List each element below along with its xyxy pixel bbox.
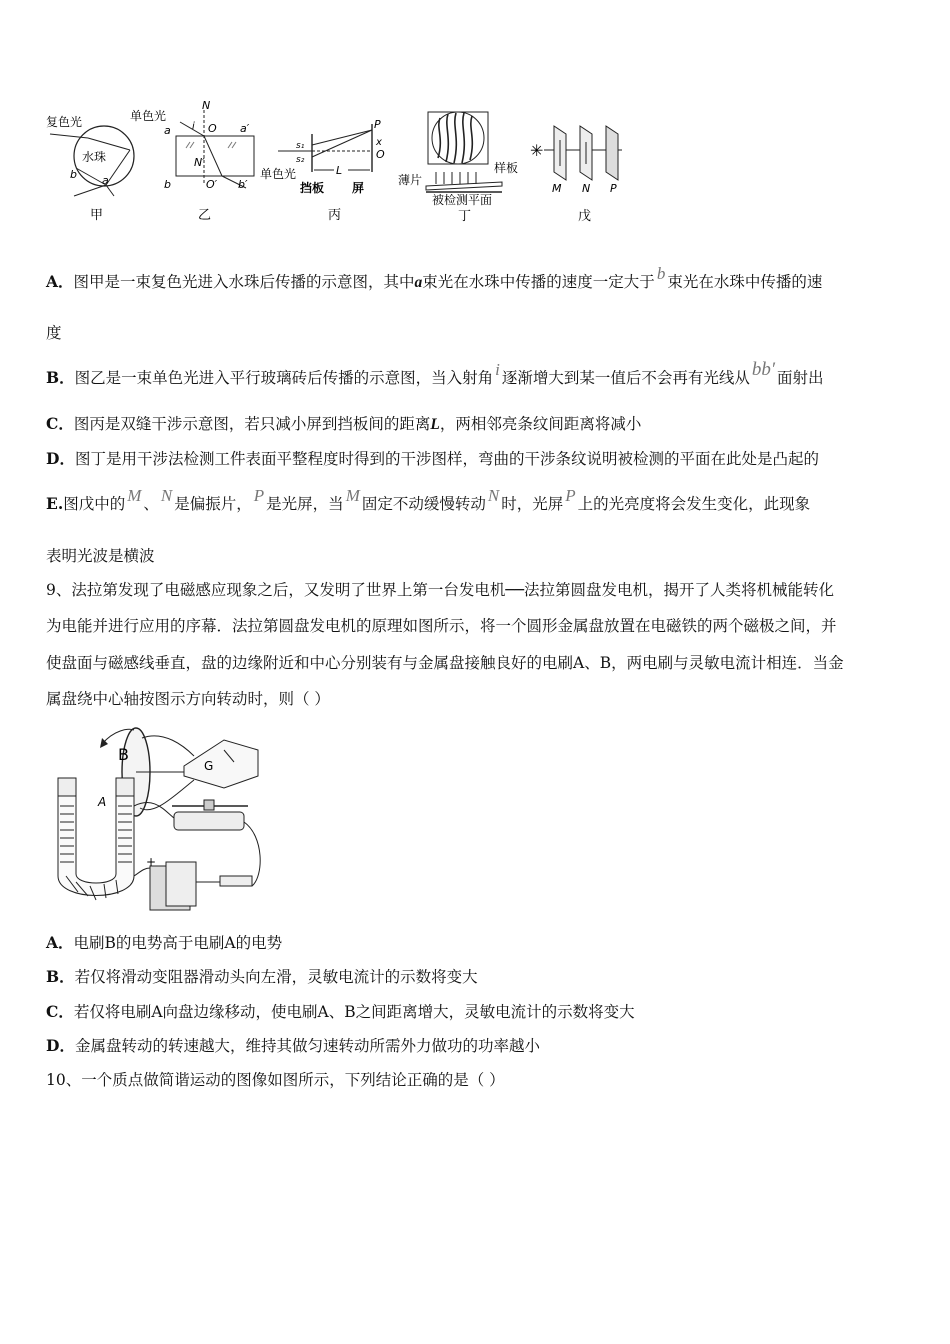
wu-M-label: M [552,182,562,195]
wu-caption: 戊 [578,209,592,224]
q8-c-label: C． [46,414,74,433]
q8-e-text-2: 是偏振片， [174,495,252,513]
q9-a-label: A． [46,933,74,952]
yi-a2-label: a′ [240,122,250,135]
q9-a-text: 电刷B的电势高于电刷A的电势 [73,934,283,952]
q8-e-text-4: 固定不动缓慢转动 [361,495,486,513]
wu-P-label: P [610,182,617,195]
bing-O-label: O [376,148,385,161]
q8-e-text-5: 时，光屏 [501,495,564,513]
q8-option-a [46,264,823,293]
q8-b-sym-i: i [495,360,500,379]
q9-c-text: 若仅将电刷A向盘边缘移动，使电刷A、B之间距离增大，灵敏电流计的示数将变大 [73,1003,635,1021]
bing-screen-label: 屏 [352,181,365,195]
bing-P-label: P [374,118,381,131]
bing-caption: 丙 [328,208,342,223]
q8-d-text: 图丁是用干涉法检测工件表面平整程度时得到的干涉图样，弯曲的干涉条纹说明被检测的平面在此处是凸起的 [74,450,819,468]
q8-option-e [46,486,811,514]
bing-L-label: L [336,164,343,177]
q8-option-a-cont [46,323,62,343]
yi-b2-label: b′ [238,178,248,191]
figure-yi [128,96,268,224]
q9-option-c [46,1002,635,1022]
ding-thin-label: 薄片 [398,173,423,187]
q9-d-label: D． [46,1036,75,1055]
q8-e-sym-M: M [127,486,142,505]
bing-s2-label: s₂ [296,155,305,165]
q8-option-e-cont [46,546,155,566]
q8-e-sym-P: P [253,486,265,505]
q9-option-d [46,1036,540,1056]
yi-i-label: i [192,121,195,132]
q8-a-sym-b: b [656,264,666,283]
q8-a-text-3: 束光在水珠中传播的速 [667,273,823,291]
q9-galvanometer-label: G [204,759,214,773]
q8-d-label: D． [46,449,75,468]
wu-N-label: N [582,182,591,195]
q9-c-label: C． [46,1002,74,1021]
jia-caption: 甲 [90,208,104,223]
q8-a-label: A． [46,272,74,291]
q8-a-text-2: 束光在水珠中传播的速度一定大于 [422,273,655,291]
q8-e-text-6: 上的光亮度将会发生变化，此现象 [577,495,811,513]
q8-c-text-1: 图丙是双缝干涉示意图，若只减小屏到挡板间的距离 [73,415,431,433]
q9-stem-line-3: 使盘面与磁感线垂直，盘的边缘附近和中心分别装有与金属盘接触良好的电刷A、B，两电刷与灵敏电流计相连．当金 [46,654,844,672]
yi-N-label: N [202,99,211,112]
q8-e-sym-N: N [160,486,173,505]
q8-b-label: B． [46,368,75,387]
q8-b-text-1: 图乙是一束单色光进入平行玻璃砖后传播的示意图，当入射角 [74,369,494,387]
q9-d-text: 金属盘转动的转速越大，维持其做匀速转动所需外力做功的功率越小 [74,1037,540,1055]
yi-Nprime-label: N′ [194,156,205,169]
figure-wu [524,116,634,224]
ding-surface-label: 被检测平面 [432,193,493,207]
q8-e-text-1: 图戊中的 [63,495,126,513]
q8-option-d [46,449,819,469]
q9-brush-A-label: A [98,795,107,809]
q8-c-text-2: ，两相邻亮条纹间距离将减小 [439,415,642,433]
q10-stem: 10、一个质点做简谐运动的图像如图所示，下列结论正确的是（ ） [46,1071,505,1089]
jia-b-label: b [70,168,77,181]
q8-b-text-3: 面射出 [777,369,824,387]
q8-a-text-1: 图甲是一束复色光进入水珠后传播的示意图，其中 [73,273,415,291]
q8-b-sym-bb: bb′ [751,359,776,380]
bing-board-label: 挡板 [300,181,325,195]
q8-a-text-4: 度 [46,324,62,342]
q9-b-text: 若仅将滑动变阻器滑动头向左滑，灵敏电流计的示数将变大 [74,968,478,986]
q8-a-sym-a: a [414,274,423,291]
q9-generator-figure [44,726,274,912]
bing-s1-label: s₁ [296,141,305,151]
yi-b-label: b [164,178,171,191]
ding-sample-label: 样板 [494,161,519,175]
yi-a-label: a [164,124,171,137]
q9-option-a [46,933,282,953]
figure-ding [392,108,532,224]
ding-caption: 丁 [458,209,472,224]
q8-e-sep: 、 [143,495,159,513]
jia-a-label: a [102,174,109,187]
yi-Oprime-label: O′ [206,178,218,191]
yi-caption: 乙 [198,208,212,223]
q9-stem-line-1: 9、法拉第发现了电磁感应现象之后，又发明了世界上第一台发电机──法拉第圆盘发电机，揭开了人类将机械能转化 [46,581,835,599]
q8-option-b [46,359,824,388]
yi-light-label: 单色光 [130,109,167,123]
q9-brush-B-label: B [118,745,129,764]
light-source-icon: ✳ [530,141,544,160]
q8-c-sym-L: L [430,416,440,433]
bing-x-label: x [376,137,382,148]
q8-e-label: E. [46,494,64,513]
q9-plus-label: + [146,855,157,869]
q8-e-sym-M2: M [345,486,360,505]
q8-e-text-7: 表明光波是横波 [46,547,155,565]
q9-stem-line-4: 属盘绕中心轴按图示方向转动时，则（ ） [46,690,330,708]
q8-b-text-2: 逐渐增大到某一值后不会再有光线从 [501,369,750,387]
q9-b-label: B． [46,967,75,986]
q9-stem-line-2: 为电能并进行应用的序幕．法拉第圆盘发电机的原理如图所示，将一个圆形金属盘放置在电磁铁的两个磁极之间，并 [46,617,837,635]
jia-light-label: 复色光 [46,115,83,129]
jia-drop-label: 水珠 [82,150,107,164]
yi-O-label: O [208,122,217,135]
q8-e-sym-N2: N [487,486,500,505]
figure-bing [260,112,400,224]
q9-option-b [46,967,478,987]
q8-e-sym-P2: P [565,486,576,505]
q8-option-c [46,414,641,435]
q8-e-text-3: 是光屏，当 [266,495,344,513]
bing-light-label: 单色光 [260,167,297,181]
